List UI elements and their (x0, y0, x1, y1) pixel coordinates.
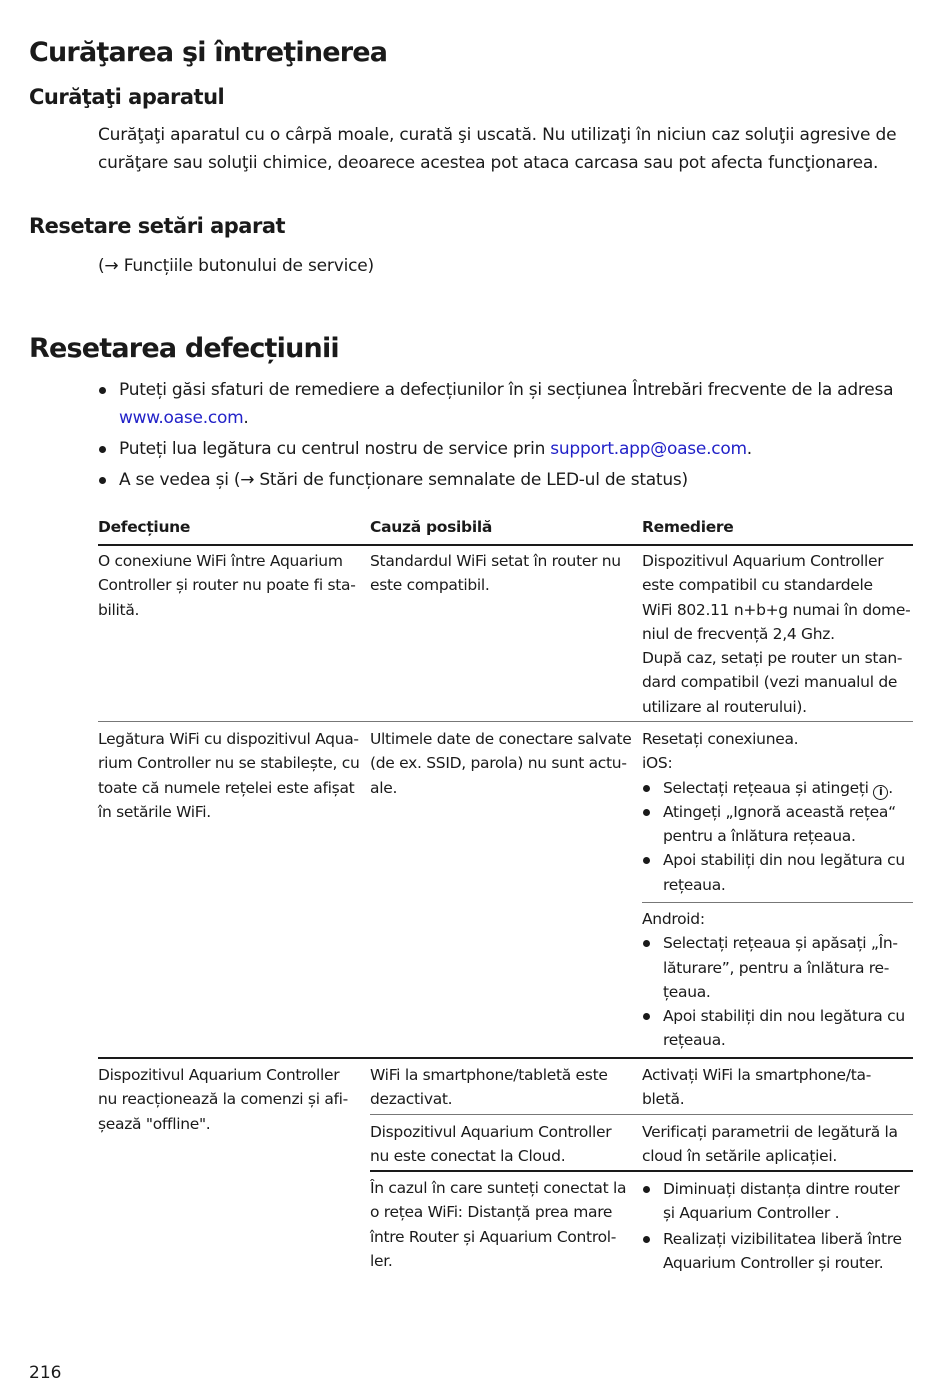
ios-label: iOS: (642, 754, 673, 773)
android-step-1: Selectați rețeaua și apăsați „În- lăturare”, pentru a înlătura re- țeaua. (642, 931, 913, 1004)
row3c-remedy-list (642, 1177, 913, 1275)
row2-remedy-android (642, 907, 913, 1053)
bullet-led-text: Stări de funcționare semnalate de LED-ul de status) (259, 470, 688, 490)
bullet-faq-text: Puteți găsi sfaturi de remediere a defecțiunilor în și secțiunea Întrebări frecvente de la adresa (119, 380, 894, 400)
row1-cause: Standardul WiFi setat în router nu este compatibil. (370, 552, 621, 595)
ios-step-1-end: . (888, 778, 893, 797)
android-steps-list (642, 931, 913, 1052)
row2-fault: Legătura WiFi cu dispozitivul Aqua- rium Controller nu se stabilește, cu toate că numele rețelei este afișat în setările WiFi. (98, 730, 360, 821)
bullet-service-text: Puteți lua legătura cu centrul nostru de service prin (119, 439, 551, 459)
row3c-remedy-1: Diminuați distanța dintre router și Aquarium Controller . (642, 1177, 913, 1226)
row2-ios-android-rule (642, 902, 913, 903)
reset-reference (98, 252, 374, 280)
reset-reference-arrow: (→ (98, 256, 119, 276)
row3b-cause: Dispozitivul Aquarium Controller nu este conectat la Cloud. (370, 1123, 612, 1166)
row1-rule (98, 721, 913, 722)
page-number: 216 (29, 1363, 62, 1383)
ios-step-1 (642, 776, 913, 800)
ios-steps-list (642, 776, 913, 897)
info-icon: i (873, 785, 888, 800)
reset-reference-text: Funcțiile butonului de service) (123, 256, 374, 276)
ios-step-2: Atingeți „Ignoră această rețea“ pentru a înlătura rețeaua. (642, 800, 913, 849)
support-email-link[interactable]: support.app@oase.com (550, 439, 747, 459)
subsection-title-clean-device: Curăţaţi aparatul (29, 85, 225, 109)
ios-step-3: Apoi stabiliți din nou legătura cu rețeaua. (642, 848, 913, 897)
row3c-cause: În cazul în care sunteți conectat la o rețea WiFi: Distanță prea mare între Router și Aquarium Control- ler. (370, 1179, 627, 1270)
ios-step-1-text: Selectați rețeaua și atingeți (663, 778, 874, 797)
row3a-rule (370, 1114, 913, 1115)
column-header-remedy: Remediere (642, 518, 734, 536)
row2-remedy-ios (642, 727, 913, 897)
row2-rule (98, 1057, 913, 1059)
row2-remedy-intro: Resetați conexiunea. (642, 730, 799, 748)
bullet-service-contact (98, 435, 910, 463)
android-label: Android: (642, 910, 705, 928)
bullet-service-end: . (746, 439, 752, 459)
row1-fault: O conexiune WiFi între Aquarium Controller și router nu poate fi sta- bilită. (98, 552, 356, 619)
subsection-title-reset-settings: Resetare setări aparat (29, 214, 286, 238)
row3a-remedy: Activați WiFi la smartphone/ta- bletă. (642, 1066, 871, 1109)
android-step-2: Apoi stabiliți din nou legătura cu rețeaua. (642, 1004, 913, 1053)
column-header-fault: Defecțiune (98, 518, 191, 536)
row3-fault: Dispozitivul Aquarium Controller nu reacționează la comenzi și afi- șează "offline". (98, 1066, 348, 1133)
row2-cause: Ultimele date de conectare salvate (de ex. SSID, parola) nu sunt actu- ale. (370, 730, 632, 797)
bullet-led-arrow: A se vedea și (→ (119, 470, 255, 490)
row3b-rule (370, 1170, 913, 1172)
header-rule (98, 544, 913, 546)
bullet-led-status (98, 466, 910, 494)
cleaning-paragraph: Curăţaţi aparatul cu o cârpă moale, curată şi uscată. Nu utilizaţi în niciun caz soluţii agresive de curăţare sau soluţii chimice, deoarece acestea pot ataca carcasa sau pot afecta funcţionarea. (98, 125, 897, 173)
bullet-faq-end: . (243, 408, 249, 428)
row3a-cause: WiFi la smartphone/tabletă este dezactivat. (370, 1066, 608, 1109)
row3c-remedy-2: Realizați vizibilitatea liberă între Aquarium Controller și router. (642, 1227, 913, 1276)
section-title-troubleshooting: Resetarea defecțiunii (29, 333, 339, 364)
row1-remedy: Dispozitivul Aquarium Controller este compatibil cu standardele WiFi 802.11 n+b+g numai în dome- niul de frecvență 2,4 Ghz. După caz, setați pe router un stan- dard compatibil (vezi manualul de utilizare al routerului). (642, 552, 911, 716)
row3b-remedy: Verificați parametrii de legătură la cloud în setările aplicației. (642, 1123, 898, 1166)
section-title-cleaning: Curăţarea şi întreţinerea (29, 37, 388, 68)
oase-website-link[interactable]: www.oase.com (119, 408, 244, 428)
column-header-cause: Cauză posibilă (370, 518, 493, 536)
troubleshooting-bullet-list (98, 376, 910, 497)
bullet-faq (98, 376, 910, 432)
